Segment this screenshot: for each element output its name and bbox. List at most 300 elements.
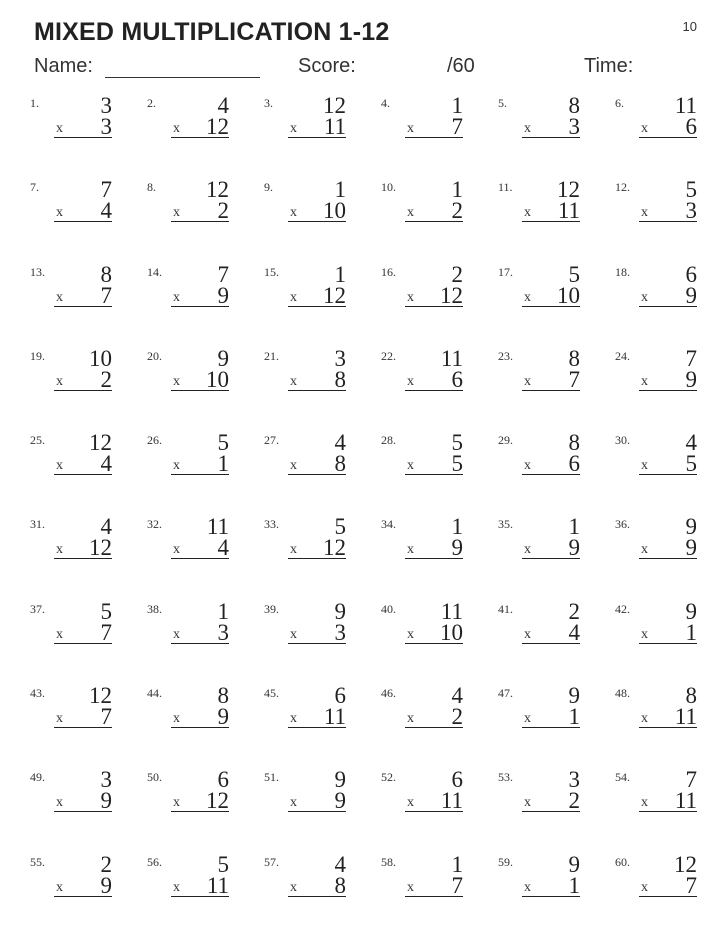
problem-multiplicand: 3 xyxy=(100,767,112,793)
problem-item xyxy=(498,766,615,850)
multiply-sign: x xyxy=(56,458,63,474)
multiply-sign: x xyxy=(173,879,180,895)
problem-multiplicand: 8 xyxy=(685,683,697,709)
problem-multiplier: 6 xyxy=(568,451,580,477)
multiply-sign: x xyxy=(524,879,531,895)
problem-item xyxy=(381,682,498,766)
problem-item xyxy=(147,429,264,513)
problem-number: 12. xyxy=(615,180,630,195)
problem-bottom-row xyxy=(288,536,346,559)
problem-multiplier: 2 xyxy=(451,704,463,730)
problem-multiplier: 9 xyxy=(685,282,697,308)
multiply-sign: x xyxy=(641,711,648,727)
problem-multiplicand: 3 xyxy=(334,345,346,371)
problem-number: 26. xyxy=(147,433,162,448)
problem-bottom-row xyxy=(522,115,580,138)
problem-bottom-row xyxy=(171,452,229,475)
multiply-sign: x xyxy=(56,373,63,389)
problem-bottom-row xyxy=(54,874,112,897)
problem-number: 25. xyxy=(30,433,45,448)
problem-number: 58. xyxy=(381,854,396,869)
problem-item xyxy=(264,598,381,682)
multiply-sign: x xyxy=(641,205,648,221)
problem-bottom-row xyxy=(171,874,229,897)
problem-item xyxy=(147,598,264,682)
problem-number: 10. xyxy=(381,180,396,195)
problem-multiplier: 3 xyxy=(217,619,229,645)
problem-bottom-row xyxy=(288,874,346,897)
problem-number: 4. xyxy=(381,96,390,110)
multiply-sign: x xyxy=(56,542,63,558)
problem-multiplicand: 12 xyxy=(206,177,229,203)
time-label: Time: xyxy=(584,55,634,77)
problem-bottom-row xyxy=(639,199,697,222)
multiply-sign: x xyxy=(407,711,414,727)
problem-multiplicand: 3 xyxy=(568,767,580,793)
problem-multiplier: 12 xyxy=(206,788,229,814)
problem-item xyxy=(147,513,264,597)
problem-number: 1. xyxy=(30,96,39,110)
multiply-sign: x xyxy=(290,121,297,136)
problem-multiplier: 11 xyxy=(323,114,346,139)
problem-number: 18. xyxy=(615,264,630,279)
problem-bottom-row xyxy=(171,284,229,307)
problem-multiplier: 10 xyxy=(440,619,463,645)
multiply-sign: x xyxy=(407,458,414,474)
problem-bottom-row xyxy=(288,199,346,222)
problem-multiplier: 9 xyxy=(100,788,112,814)
multiply-sign: x xyxy=(407,373,414,389)
problem-multiplicand: 5 xyxy=(217,430,229,456)
problem-bottom-row xyxy=(522,284,580,307)
problem-number: 9. xyxy=(264,180,273,195)
problem-multiplier: 3 xyxy=(100,114,112,139)
multiply-sign: x xyxy=(56,289,63,305)
problem-item xyxy=(381,513,498,597)
problem-bottom-row xyxy=(405,705,463,728)
multiply-sign: x xyxy=(524,205,531,221)
problem-number: 45. xyxy=(264,686,279,701)
problem-bottom-row xyxy=(54,621,112,644)
info-row xyxy=(34,55,694,85)
problem-bottom-row xyxy=(405,199,463,222)
problem-item xyxy=(30,598,147,682)
problem-item xyxy=(498,261,615,345)
problem-bottom-row xyxy=(54,705,112,728)
problem-bottom-row xyxy=(639,874,697,897)
problem-multiplicand: 8 xyxy=(568,430,580,456)
problem-number: 11. xyxy=(498,180,513,195)
multiply-sign: x xyxy=(56,711,63,727)
multiply-sign: x xyxy=(173,205,180,221)
problem-multiplicand: 7 xyxy=(100,177,112,203)
problem-multiplicand: 6 xyxy=(451,767,463,793)
problem-multiplicand: 2 xyxy=(451,261,463,287)
problem-item xyxy=(264,261,381,345)
problem-multiplicand: 5 xyxy=(100,598,112,624)
problem-item xyxy=(381,345,498,429)
multiply-sign: x xyxy=(407,542,414,558)
problem-multiplier: 7 xyxy=(100,619,112,645)
problem-item xyxy=(615,513,728,597)
multiply-sign: x xyxy=(407,289,414,305)
problem-multiplier: 9 xyxy=(100,872,112,898)
problem-multiplicand: 7 xyxy=(685,345,697,371)
problem-item xyxy=(615,429,728,513)
problem-item xyxy=(615,766,728,850)
multiply-sign: x xyxy=(56,795,63,811)
problem-multiplicand: 8 xyxy=(568,93,580,118)
problem-multiplier: 3 xyxy=(685,198,697,224)
problem-item xyxy=(147,345,264,429)
problem-number: 21. xyxy=(264,348,279,363)
problem-multiplier: 2 xyxy=(217,198,229,224)
problems-grid xyxy=(30,92,710,932)
multiply-sign: x xyxy=(641,542,648,558)
multiply-sign: x xyxy=(290,795,297,811)
score-total: /60 xyxy=(447,55,475,77)
problem-multiplier: 11 xyxy=(323,704,346,730)
problem-number: 34. xyxy=(381,517,396,532)
multiply-sign: x xyxy=(524,373,531,389)
problem-number: 7. xyxy=(30,180,39,195)
problem-multiplicand: 8 xyxy=(568,345,580,371)
multiply-sign: x xyxy=(524,121,531,136)
problem-number: 20. xyxy=(147,348,162,363)
problem-bottom-row xyxy=(405,789,463,812)
multiply-sign: x xyxy=(173,373,180,389)
problem-multiplicand: 9 xyxy=(685,598,697,624)
multiply-sign: x xyxy=(290,542,297,558)
multiply-sign: x xyxy=(641,289,648,305)
problem-multiplier: 11 xyxy=(206,872,229,898)
multiply-sign: x xyxy=(407,626,414,642)
problem-number: 52. xyxy=(381,770,396,785)
multiply-sign: x xyxy=(56,626,63,642)
multiply-sign: x xyxy=(173,289,180,305)
problem-item xyxy=(264,851,381,935)
multiply-sign: x xyxy=(641,121,648,136)
problem-number: 30. xyxy=(615,433,630,448)
problem-multiplicand: 1 xyxy=(451,93,463,118)
problem-number: 14. xyxy=(147,264,162,279)
problem-multiplier: 5 xyxy=(685,451,697,477)
problem-multiplicand: 8 xyxy=(100,261,112,287)
multiply-sign: x xyxy=(56,879,63,895)
problem-number: 37. xyxy=(30,601,45,616)
problem-multiplicand: 1 xyxy=(334,261,346,287)
problem-bottom-row xyxy=(405,621,463,644)
problem-multiplier: 1 xyxy=(568,704,580,730)
problem-multiplicand: 9 xyxy=(685,514,697,540)
problem-item xyxy=(498,429,615,513)
problem-item xyxy=(147,851,264,935)
problem-number: 28. xyxy=(381,433,396,448)
problem-multiplicand: 1 xyxy=(217,598,229,624)
problem-number: 27. xyxy=(264,433,279,448)
problem-bottom-row xyxy=(522,621,580,644)
problem-multiplier: 12 xyxy=(323,535,346,561)
problem-number: 8. xyxy=(147,180,156,195)
problem-multiplicand: 6 xyxy=(334,683,346,709)
problem-item xyxy=(147,766,264,850)
multiply-sign: x xyxy=(290,373,297,389)
problem-multiplier: 9 xyxy=(334,788,346,814)
problem-multiplicand: 7 xyxy=(217,261,229,287)
problem-number: 44. xyxy=(147,686,162,701)
multiply-sign: x xyxy=(407,205,414,221)
problem-multiplicand: 11 xyxy=(440,345,463,371)
problem-multiplier: 12 xyxy=(323,282,346,308)
problem-item xyxy=(615,176,728,260)
problem-multiplier: 11 xyxy=(440,788,463,814)
multiply-sign: x xyxy=(407,879,414,895)
problem-item xyxy=(615,345,728,429)
problem-multiplier: 8 xyxy=(334,366,346,392)
problem-multiplier: 6 xyxy=(451,366,463,392)
problem-multiplier: 10 xyxy=(206,366,229,392)
problem-item xyxy=(264,345,381,429)
problem-multiplier: 1 xyxy=(568,872,580,898)
problem-multiplicand: 9 xyxy=(334,598,346,624)
multiply-sign: x xyxy=(290,458,297,474)
problem-multiplicand: 9 xyxy=(568,851,580,877)
problem-number: 47. xyxy=(498,686,513,701)
problem-bottom-row xyxy=(639,452,697,475)
problem-multiplier: 1 xyxy=(685,619,697,645)
problem-multiplicand: 12 xyxy=(323,93,346,118)
problem-bottom-row xyxy=(405,874,463,897)
problem-multiplier: 1 xyxy=(217,451,229,477)
problem-item xyxy=(615,851,728,935)
problem-number: 19. xyxy=(30,348,45,363)
problem-multiplier: 7 xyxy=(568,366,580,392)
problem-multiplicand: 1 xyxy=(451,851,463,877)
problem-bottom-row xyxy=(405,284,463,307)
problem-bottom-row xyxy=(522,452,580,475)
problem-bottom-row xyxy=(288,621,346,644)
problem-multiplier: 9 xyxy=(568,535,580,561)
problem-number: 24. xyxy=(615,348,630,363)
multiply-sign: x xyxy=(524,795,531,811)
problem-bottom-row xyxy=(54,452,112,475)
multiply-sign: x xyxy=(641,373,648,389)
problem-multiplier: 6 xyxy=(685,114,697,139)
problem-bottom-row xyxy=(54,536,112,559)
problem-multiplicand: 12 xyxy=(89,683,112,709)
problem-multiplicand: 5 xyxy=(685,177,697,203)
problem-item xyxy=(264,176,381,260)
problem-multiplicand: 5 xyxy=(451,430,463,456)
problem-item xyxy=(498,851,615,935)
problem-bottom-row xyxy=(171,368,229,391)
problem-bottom-row xyxy=(288,452,346,475)
problem-item xyxy=(30,682,147,766)
problem-multiplicand: 2 xyxy=(568,598,580,624)
problem-item xyxy=(498,92,615,176)
multiply-sign: x xyxy=(290,711,297,727)
multiply-sign: x xyxy=(56,121,63,136)
problem-item xyxy=(381,261,498,345)
problem-bottom-row xyxy=(522,199,580,222)
problem-number: 13. xyxy=(30,264,45,279)
problem-item xyxy=(381,92,498,176)
problem-item xyxy=(30,851,147,935)
page-number: 10 xyxy=(682,19,697,34)
problem-multiplicand: 10 xyxy=(89,345,112,371)
multiply-sign: x xyxy=(524,289,531,305)
problem-item xyxy=(30,92,147,176)
problem-number: 23. xyxy=(498,348,513,363)
problem-bottom-row xyxy=(522,536,580,559)
problem-multiplicand: 9 xyxy=(568,683,580,709)
problem-multiplier: 7 xyxy=(685,872,697,898)
problem-bottom-row xyxy=(522,705,580,728)
problem-bottom-row xyxy=(288,705,346,728)
problem-multiplicand: 8 xyxy=(217,683,229,709)
problem-bottom-row xyxy=(288,789,346,812)
multiply-sign: x xyxy=(524,626,531,642)
problem-bottom-row xyxy=(54,115,112,138)
problem-multiplicand: 12 xyxy=(557,177,580,203)
problem-bottom-row xyxy=(639,115,697,138)
problem-multiplicand: 9 xyxy=(334,767,346,793)
problem-number: 60. xyxy=(615,854,630,869)
problem-item xyxy=(147,261,264,345)
problem-number: 41. xyxy=(498,601,513,616)
multiply-sign: x xyxy=(290,289,297,305)
problem-item xyxy=(381,851,498,935)
problem-bottom-row xyxy=(639,705,697,728)
problem-multiplier: 9 xyxy=(217,282,229,308)
problem-bottom-row xyxy=(288,115,346,138)
multiply-sign: x xyxy=(524,542,531,558)
problem-multiplier: 5 xyxy=(451,451,463,477)
problem-number: 42. xyxy=(615,601,630,616)
problem-number: 54. xyxy=(615,770,630,785)
problem-number: 3. xyxy=(264,96,273,110)
problem-multiplier: 7 xyxy=(451,872,463,898)
problem-number: 29. xyxy=(498,433,513,448)
multiply-sign: x xyxy=(173,121,180,136)
problem-multiplicand: 12 xyxy=(89,430,112,456)
name-blank-line[interactable] xyxy=(105,77,260,78)
problem-item xyxy=(264,92,381,176)
problem-bottom-row xyxy=(171,705,229,728)
multiply-sign: x xyxy=(290,626,297,642)
problem-bottom-row xyxy=(54,789,112,812)
problem-number: 31. xyxy=(30,517,45,532)
problem-multiplicand: 2 xyxy=(100,851,112,877)
problem-number: 53. xyxy=(498,770,513,785)
problem-bottom-row xyxy=(171,789,229,812)
problem-item xyxy=(615,598,728,682)
multiply-sign: x xyxy=(290,205,297,221)
problem-multiplicand: 12 xyxy=(674,851,697,877)
multiply-sign: x xyxy=(524,458,531,474)
problem-item xyxy=(498,345,615,429)
problem-bottom-row xyxy=(522,368,580,391)
problem-multiplicand: 4 xyxy=(685,430,697,456)
problem-multiplier: 12 xyxy=(440,282,463,308)
problem-item xyxy=(30,429,147,513)
problem-multiplicand: 7 xyxy=(685,767,697,793)
problem-multiplier: 4 xyxy=(568,619,580,645)
problem-multiplicand: 4 xyxy=(100,514,112,540)
problem-multiplier: 12 xyxy=(206,114,229,139)
problem-multiplicand: 1 xyxy=(451,177,463,203)
problem-item xyxy=(147,176,264,260)
problem-item xyxy=(30,345,147,429)
multiply-sign: x xyxy=(173,711,180,727)
problem-item xyxy=(615,682,728,766)
problem-item xyxy=(498,682,615,766)
problem-item xyxy=(30,513,147,597)
problem-item xyxy=(498,176,615,260)
problem-multiplier: 11 xyxy=(674,788,697,814)
problem-multiplier: 8 xyxy=(334,872,346,898)
problem-multiplicand: 6 xyxy=(217,767,229,793)
problem-multiplier: 12 xyxy=(89,535,112,561)
problem-multiplicand: 4 xyxy=(334,430,346,456)
problem-bottom-row xyxy=(405,115,463,138)
score-label: Score: xyxy=(298,55,356,77)
problem-bottom-row xyxy=(54,284,112,307)
problem-multiplier: 7 xyxy=(451,114,463,139)
multiply-sign: x xyxy=(524,711,531,727)
problem-multiplicand: 11 xyxy=(206,514,229,540)
problem-item xyxy=(30,766,147,850)
problem-bottom-row xyxy=(54,199,112,222)
problem-bottom-row xyxy=(288,368,346,391)
problem-multiplier: 10 xyxy=(557,282,580,308)
problem-number: 55. xyxy=(30,854,45,869)
problem-number: 36. xyxy=(615,517,630,532)
problem-number: 6. xyxy=(615,96,624,110)
problem-multiplicand: 1 xyxy=(334,177,346,203)
problem-number: 57. xyxy=(264,854,279,869)
problem-multiplier: 9 xyxy=(217,704,229,730)
problem-multiplicand: 5 xyxy=(217,851,229,877)
worksheet-title: MIXED MULTIPLICATION 1-12 xyxy=(34,18,390,46)
problem-multiplier: 8 xyxy=(334,451,346,477)
problem-number: 2. xyxy=(147,96,156,110)
problem-multiplicand: 11 xyxy=(674,93,697,118)
problem-number: 32. xyxy=(147,517,162,532)
problem-multiplier: 7 xyxy=(100,704,112,730)
problem-multiplicand: 11 xyxy=(440,598,463,624)
problem-number: 38. xyxy=(147,601,162,616)
problem-multiplier: 4 xyxy=(217,535,229,561)
problem-bottom-row xyxy=(639,284,697,307)
problem-multiplier: 9 xyxy=(451,535,463,561)
problem-bottom-row xyxy=(639,536,697,559)
problem-multiplier: 9 xyxy=(685,366,697,392)
name-label: Name: xyxy=(34,55,93,77)
problem-number: 5. xyxy=(498,96,507,110)
problem-multiplier: 2 xyxy=(451,198,463,224)
problem-bottom-row xyxy=(639,789,697,812)
problem-number: 15. xyxy=(264,264,279,279)
problem-item xyxy=(615,92,728,176)
multiply-sign: x xyxy=(407,121,414,136)
problem-multiplier: 2 xyxy=(100,366,112,392)
problem-multiplier: 9 xyxy=(685,535,697,561)
problem-bottom-row xyxy=(522,874,580,897)
problem-multiplier: 10 xyxy=(323,198,346,224)
problem-bottom-row xyxy=(405,452,463,475)
multiply-sign: x xyxy=(56,205,63,221)
